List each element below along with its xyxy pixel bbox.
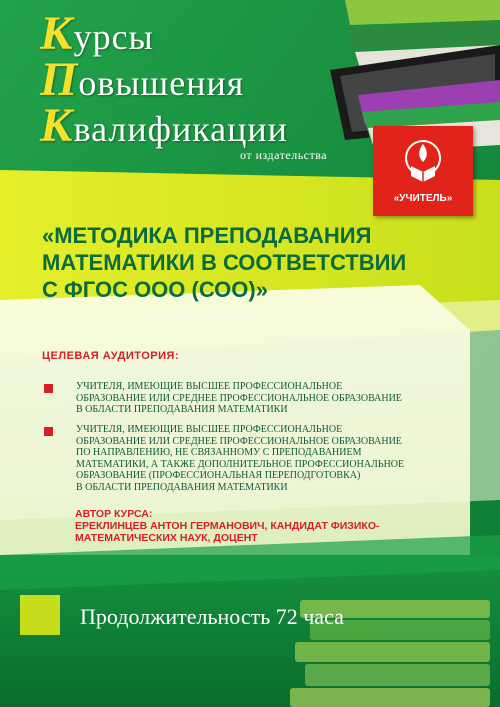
header-rest-1: урсы [73,17,154,57]
audience-item-text [76,424,496,494]
audience-line: МАТЕМАТИКИ, А ТАКЖЕ ДОПОЛНИТЕЛЬНОЕ ПРОФЕССИОНАЛЬНОЕ [76,458,405,470]
duration-square-icon [20,595,60,635]
publisher-logo [373,126,473,216]
course-title-line: МАТЕМАТИКИ В СООТВЕТСТВИИ [42,250,407,275]
audience-line: В ОБЛАСТИ ПРЕПОДАВАНИЯ МАТЕМАТИКИ [76,404,288,416]
audience-line: В ОБЛАСТИ ПРЕПОДАВАНИЯ МАТЕМАТИКИ [76,481,288,493]
header-cap-1: К [40,7,74,60]
course-title-line: «МЕТОДИКА ПРЕПОДАВАНИЯ [42,223,372,248]
audience-line: ОБРАЗОВАНИЕ (ПРОФЕССИОНАЛЬНАЯ ПЕРЕПОДГОТОВКА) [76,470,361,482]
audience-label: ЦЕЛЕВАЯ АУДИТОРИЯ: [42,350,180,362]
audience-item-text [76,381,496,416]
author-line: МАТЕМАТИЧЕСКИХ НАУК, ДОЦЕНТ [75,532,258,544]
author-name [75,520,380,544]
duration-text: Продолжительность 72 часа [80,604,344,629]
publisher-label: от издательства [240,148,328,162]
header-line-3 [40,98,288,153]
header-rest-2: овышения [78,63,245,103]
audience-line: УЧИТЕЛЯ, ИМЕЮЩИЕ ВЫСШЕЕ ПРОФЕССИОНАЛЬНОЕ [76,381,343,392]
author-label: АВТОР КУРСА: [75,508,153,520]
bullet-square-icon [44,384,53,393]
audience-line: ПО НАПРАВЛЕНИЮ, НЕ СВЯЗАННОМУ С ПРЕПОДАВАНИЕМ [76,447,362,459]
header-cap-2: П [40,53,79,106]
audience-line: ОБРАЗОВАНИЕ ИЛИ СРЕДНЕЕ ПРОФЕССИОНАЛЬНОЕ ОБРАЗОВАНИЕ [76,435,402,447]
audience-line: УЧИТЕЛЯ, ИМЕЮЩИЕ ВЫСШЕЕ ПРОФЕССИОНАЛЬНОЕ [76,424,343,435]
header-rest-3: валификации [73,109,288,149]
author-line: ЕРЕКЛИНЦЕВ АНТОН ГЕРМАНОВИЧ, КАНДИДАТ ФИЗИКО- [75,520,380,532]
bullet-square-icon [44,427,53,436]
book-flame-logo-icon [405,136,441,188]
audience-line: ОБРАЗОВАНИЕ ИЛИ СРЕДНЕЕ ПРОФЕССИОНАЛЬНОЕ ОБРАЗОВАНИЕ [76,392,402,404]
course-title-line: С ФГОС ООО (СОО)» [42,277,268,302]
logo-text: «УЧИТЕЛЬ» [393,193,453,204]
course-title [42,222,472,303]
header-cap-3: К [40,99,74,152]
